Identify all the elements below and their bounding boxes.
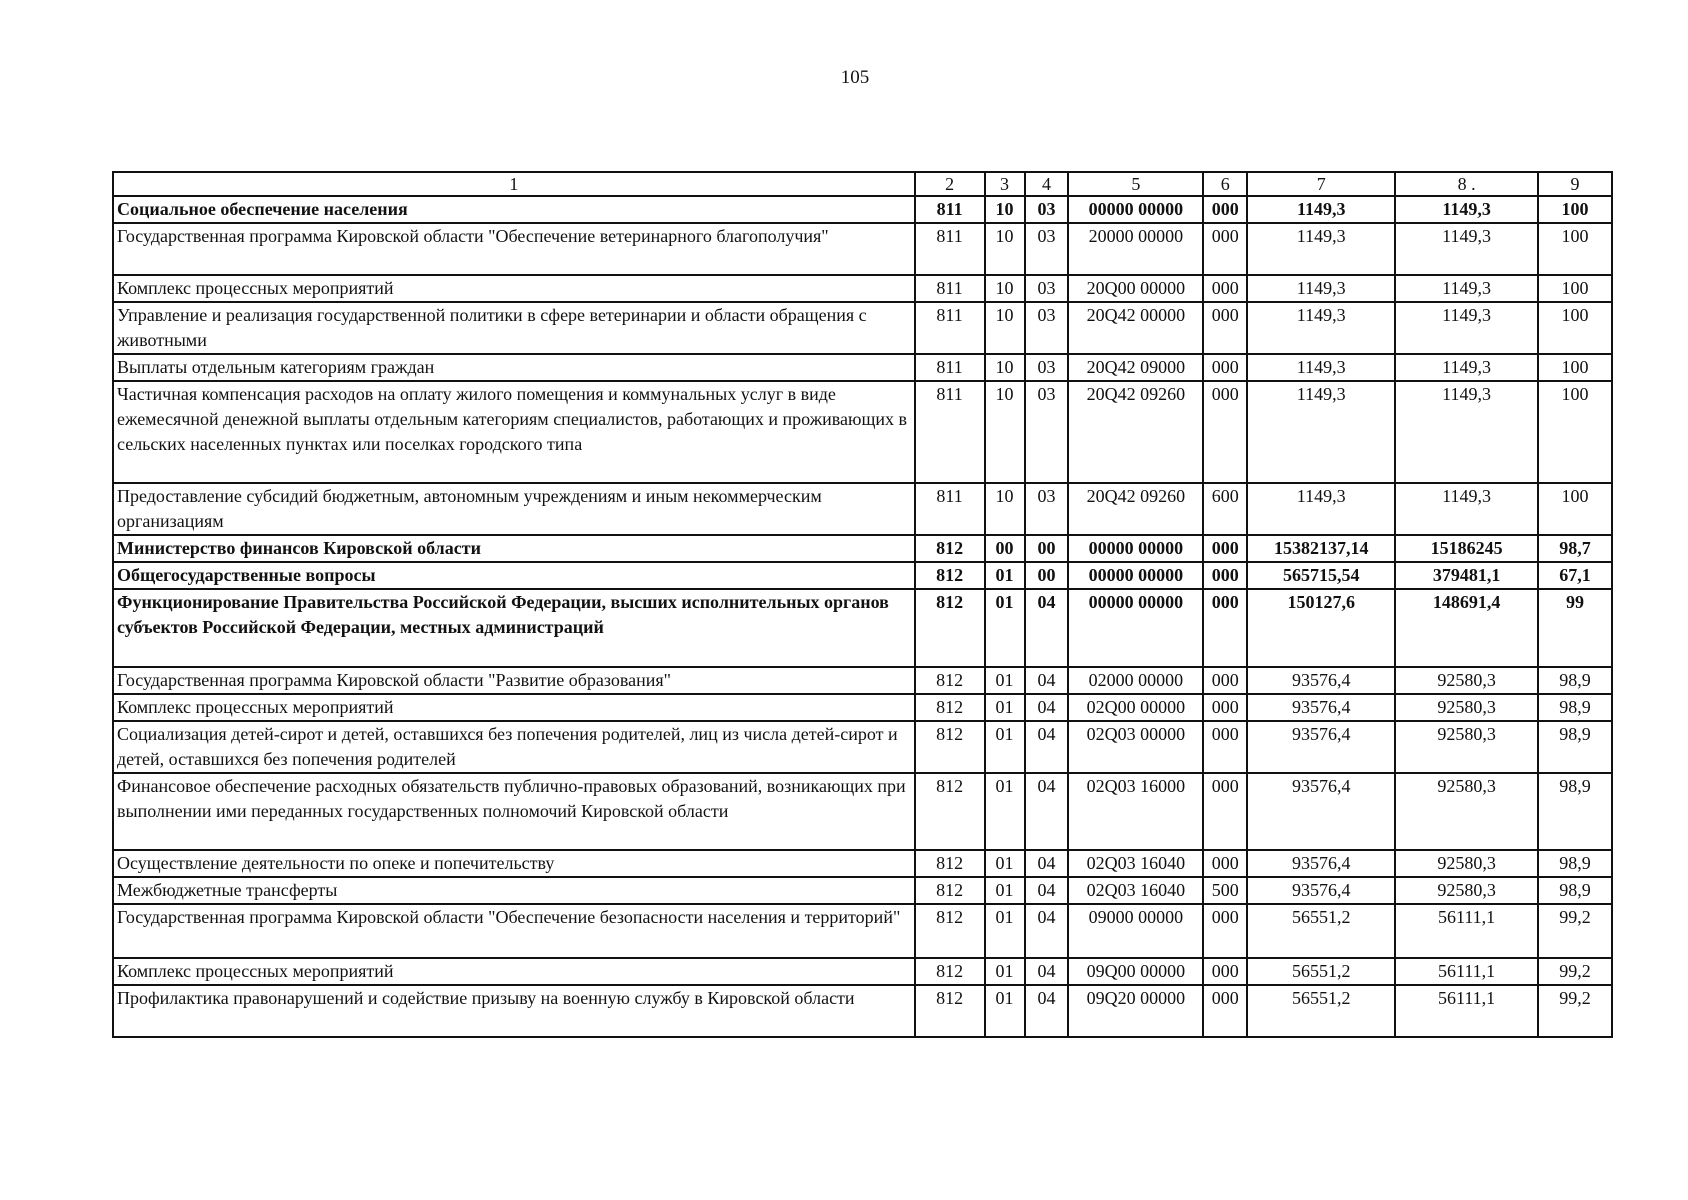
cell-c4: 04 [1025,721,1069,773]
row-name: Государственная программа Кировской области "Развитие образования" [113,667,915,694]
cell-c6: 500 [1203,877,1247,904]
column-header: 3 [985,172,1025,196]
cell-c6: 000 [1203,985,1247,1037]
cell-c9: 100 [1538,302,1612,354]
cell-c3: 10 [985,223,1025,275]
table-row [113,589,1612,667]
row-name: Социальное обеспечение населения [113,196,915,223]
table-row [113,904,1612,958]
cell-c3: 00 [985,535,1025,562]
cell-c7: 1149,3 [1247,275,1395,302]
cell-c3: 01 [985,589,1025,667]
row-name: Комплекс процессных мероприятий [113,694,915,721]
table-row [113,196,1612,223]
cell-c8: 56111,1 [1395,958,1538,985]
cell-c9: 100 [1538,483,1612,535]
column-header: 2 [915,172,985,196]
row-name: Частичная компенсация расходов на оплату жилого помещения и коммунальных услуг в виде ежемесячной денежной выплаты отдельным категориям специалистов, работающих и проживающих в сельских населенных пунктах или поселках городского типа [113,381,915,483]
column-header: 8 . [1395,172,1538,196]
table-row [113,223,1612,275]
cell-c2: 812 [915,773,985,850]
table-row [113,694,1612,721]
cell-c8: 15186245 [1395,535,1538,562]
cell-c3: 10 [985,381,1025,483]
cell-c9: 67,1 [1538,562,1612,589]
cell-c2: 811 [915,381,985,483]
row-name: Управление и реализация государственной политики в сфере ветеринарии и области обращения с животными [113,302,915,354]
cell-c3: 01 [985,694,1025,721]
cell-c3: 10 [985,354,1025,381]
cell-c8: 92580,3 [1395,773,1538,850]
cell-c8: 1149,3 [1395,381,1538,483]
cell-c8: 1149,3 [1395,196,1538,223]
cell-c2: 812 [915,589,985,667]
cell-c5: 02Q03 16040 [1068,850,1203,877]
cell-c5: 20Q42 09260 [1068,381,1203,483]
cell-c5: 20Q42 09000 [1068,354,1203,381]
cell-c2: 812 [915,985,985,1037]
cell-c8: 56111,1 [1395,985,1538,1037]
cell-c2: 811 [915,354,985,381]
table-row [113,667,1612,694]
cell-c7: 1149,3 [1247,483,1395,535]
cell-c9: 98,9 [1538,667,1612,694]
cell-c7: 1149,3 [1247,354,1395,381]
cell-c3: 01 [985,850,1025,877]
cell-c3: 01 [985,562,1025,589]
table-row [113,381,1612,483]
cell-c7: 565715,54 [1247,562,1395,589]
cell-c9: 98,9 [1538,773,1612,850]
cell-c5: 02Q03 16040 [1068,877,1203,904]
cell-c2: 812 [915,535,985,562]
cell-c7: 150127,6 [1247,589,1395,667]
cell-c4: 03 [1025,354,1069,381]
cell-c2: 812 [915,721,985,773]
cell-c9: 99,2 [1538,958,1612,985]
row-name: Осуществление деятельности по опеке и попечительству [113,850,915,877]
cell-c6: 000 [1203,562,1247,589]
cell-c7: 56551,2 [1247,958,1395,985]
cell-c8: 92580,3 [1395,850,1538,877]
cell-c2: 812 [915,694,985,721]
cell-c2: 811 [915,483,985,535]
cell-c5: 02000 00000 [1068,667,1203,694]
cell-c7: 93576,4 [1247,667,1395,694]
cell-c4: 04 [1025,904,1069,958]
cell-c4: 04 [1025,958,1069,985]
cell-c9: 100 [1538,354,1612,381]
cell-c6: 000 [1203,223,1247,275]
cell-c6: 000 [1203,958,1247,985]
cell-c4: 04 [1025,667,1069,694]
cell-c7: 93576,4 [1247,877,1395,904]
cell-c8: 92580,3 [1395,694,1538,721]
cell-c4: 04 [1025,850,1069,877]
cell-c4: 04 [1025,773,1069,850]
cell-c4: 03 [1025,483,1069,535]
cell-c6: 000 [1203,850,1247,877]
cell-c9: 98,9 [1538,850,1612,877]
cell-c8: 379481,1 [1395,562,1538,589]
cell-c4: 04 [1025,589,1069,667]
cell-c4: 00 [1025,535,1069,562]
cell-c4: 03 [1025,302,1069,354]
cell-c4: 00 [1025,562,1069,589]
cell-c7: 93576,4 [1247,773,1395,850]
cell-c9: 99 [1538,589,1612,667]
cell-c5: 00000 00000 [1068,562,1203,589]
column-header: 6 [1203,172,1247,196]
table-row [113,275,1612,302]
cell-c9: 98,7 [1538,535,1612,562]
table-row [113,302,1612,354]
cell-c5: 20000 00000 [1068,223,1203,275]
cell-c4: 04 [1025,985,1069,1037]
cell-c8: 148691,4 [1395,589,1538,667]
cell-c3: 01 [985,904,1025,958]
cell-c6: 000 [1203,773,1247,850]
cell-c5: 09000 00000 [1068,904,1203,958]
cell-c7: 93576,4 [1247,850,1395,877]
budget-table [112,171,1613,1038]
cell-c2: 811 [915,302,985,354]
cell-c8: 92580,3 [1395,667,1538,694]
cell-c8: 1149,3 [1395,483,1538,535]
cell-c6: 000 [1203,196,1247,223]
table-row [113,773,1612,850]
cell-c6: 000 [1203,694,1247,721]
cell-c2: 812 [915,667,985,694]
cell-c6: 000 [1203,904,1247,958]
cell-c4: 04 [1025,877,1069,904]
cell-c6: 000 [1203,667,1247,694]
cell-c3: 10 [985,275,1025,302]
column-header: 4 [1025,172,1069,196]
column-header: 1 [113,172,915,196]
table-row [113,958,1612,985]
cell-c5: 02Q03 16000 [1068,773,1203,850]
cell-c9: 100 [1538,381,1612,483]
table-row [113,850,1612,877]
cell-c3: 10 [985,196,1025,223]
cell-c2: 812 [915,904,985,958]
table-row [113,985,1612,1037]
cell-c3: 01 [985,985,1025,1037]
cell-c5: 00000 00000 [1068,535,1203,562]
cell-c7: 56551,2 [1247,904,1395,958]
cell-c5: 20Q00 00000 [1068,275,1203,302]
table-row [113,354,1612,381]
row-name: Выплаты отдельным категориям граждан [113,354,915,381]
row-name: Комплекс процессных мероприятий [113,275,915,302]
row-name: Комплекс процессных мероприятий [113,958,915,985]
cell-c6: 000 [1203,721,1247,773]
cell-c5: 02Q00 00000 [1068,694,1203,721]
cell-c6: 000 [1203,302,1247,354]
table-row [113,535,1612,562]
cell-c6: 000 [1203,354,1247,381]
cell-c5: 09Q00 00000 [1068,958,1203,985]
cell-c9: 100 [1538,196,1612,223]
cell-c9: 98,9 [1538,721,1612,773]
column-header: 9 [1538,172,1612,196]
cell-c2: 812 [915,850,985,877]
table-row [113,877,1612,904]
page-number: 105 [840,67,870,88]
cell-c3: 01 [985,877,1025,904]
cell-c2: 812 [915,562,985,589]
cell-c5: 00000 00000 [1068,589,1203,667]
cell-c7: 1149,3 [1247,381,1395,483]
cell-c3: 01 [985,667,1025,694]
cell-c4: 03 [1025,196,1069,223]
cell-c6: 000 [1203,381,1247,483]
cell-c4: 03 [1025,275,1069,302]
cell-c3: 01 [985,721,1025,773]
cell-c7: 1149,3 [1247,302,1395,354]
cell-c4: 03 [1025,381,1069,483]
cell-c7: 93576,4 [1247,721,1395,773]
row-name: Финансовое обеспечение расходных обязательств публично-правовых образований, возникающих при выполнении ими переданных государственных полномочий Кировской области [113,773,915,850]
row-name: Государственная программа Кировской области "Обеспечение ветеринарного благополучия" [113,223,915,275]
cell-c9: 99,2 [1538,904,1612,958]
cell-c2: 812 [915,877,985,904]
table-row [113,483,1612,535]
cell-c2: 811 [915,196,985,223]
cell-c5: 20Q42 00000 [1068,302,1203,354]
cell-c8: 56111,1 [1395,904,1538,958]
cell-c4: 04 [1025,694,1069,721]
table-row [113,562,1612,589]
cell-c8: 92580,3 [1395,877,1538,904]
cell-c9: 98,9 [1538,877,1612,904]
cell-c3: 01 [985,958,1025,985]
cell-c5: 09Q20 00000 [1068,985,1203,1037]
table-row [113,721,1612,773]
row-name: Социализация детей-сирот и детей, оставшихся без попечения родителей, лиц из числа детей-сирот и детей, оставшихся без попечения родителей [113,721,915,773]
cell-c2: 811 [915,275,985,302]
cell-c6: 000 [1203,275,1247,302]
cell-c8: 1149,3 [1395,302,1538,354]
cell-c2: 811 [915,223,985,275]
cell-c9: 98,9 [1538,694,1612,721]
cell-c6: 000 [1203,589,1247,667]
cell-c7: 56551,2 [1247,985,1395,1037]
row-name: Профилактика правонарушений и содействие призыву на военную службу в Кировской области [113,985,915,1037]
row-name: Министерство финансов Кировской области [113,535,915,562]
cell-c2: 812 [915,958,985,985]
cell-c7: 15382137,14 [1247,535,1395,562]
row-name: Предоставление субсидий бюджетным, автономным учреждениям и иным некоммерческим организациям [113,483,915,535]
cell-c7: 93576,4 [1247,694,1395,721]
cell-c7: 1149,3 [1247,196,1395,223]
column-header: 7 [1247,172,1395,196]
cell-c3: 10 [985,302,1025,354]
cell-c8: 1149,3 [1395,354,1538,381]
cell-c8: 1149,3 [1395,223,1538,275]
cell-c5: 02Q03 00000 [1068,721,1203,773]
cell-c6: 000 [1203,535,1247,562]
row-name: Общегосударственные вопросы [113,562,915,589]
cell-c5: 20Q42 09260 [1068,483,1203,535]
cell-c9: 99,2 [1538,985,1612,1037]
row-name: Межбюджетные трансферты [113,877,915,904]
cell-c8: 92580,3 [1395,721,1538,773]
cell-c9: 100 [1538,223,1612,275]
column-header: 5 [1068,172,1203,196]
cell-c8: 1149,3 [1395,275,1538,302]
column-header-row [113,172,1612,196]
row-name: Функционирование Правительства Российской Федерации, высших исполнительных органов субъектов Российской Федерации, местных администраций [113,589,915,667]
cell-c3: 10 [985,483,1025,535]
cell-c6: 600 [1203,483,1247,535]
cell-c5: 00000 00000 [1068,196,1203,223]
cell-c4: 03 [1025,223,1069,275]
cell-c3: 01 [985,773,1025,850]
cell-c7: 1149,3 [1247,223,1395,275]
row-name: Государственная программа Кировской области "Обеспечение безопасности населения и территорий" [113,904,915,958]
cell-c9: 100 [1538,275,1612,302]
